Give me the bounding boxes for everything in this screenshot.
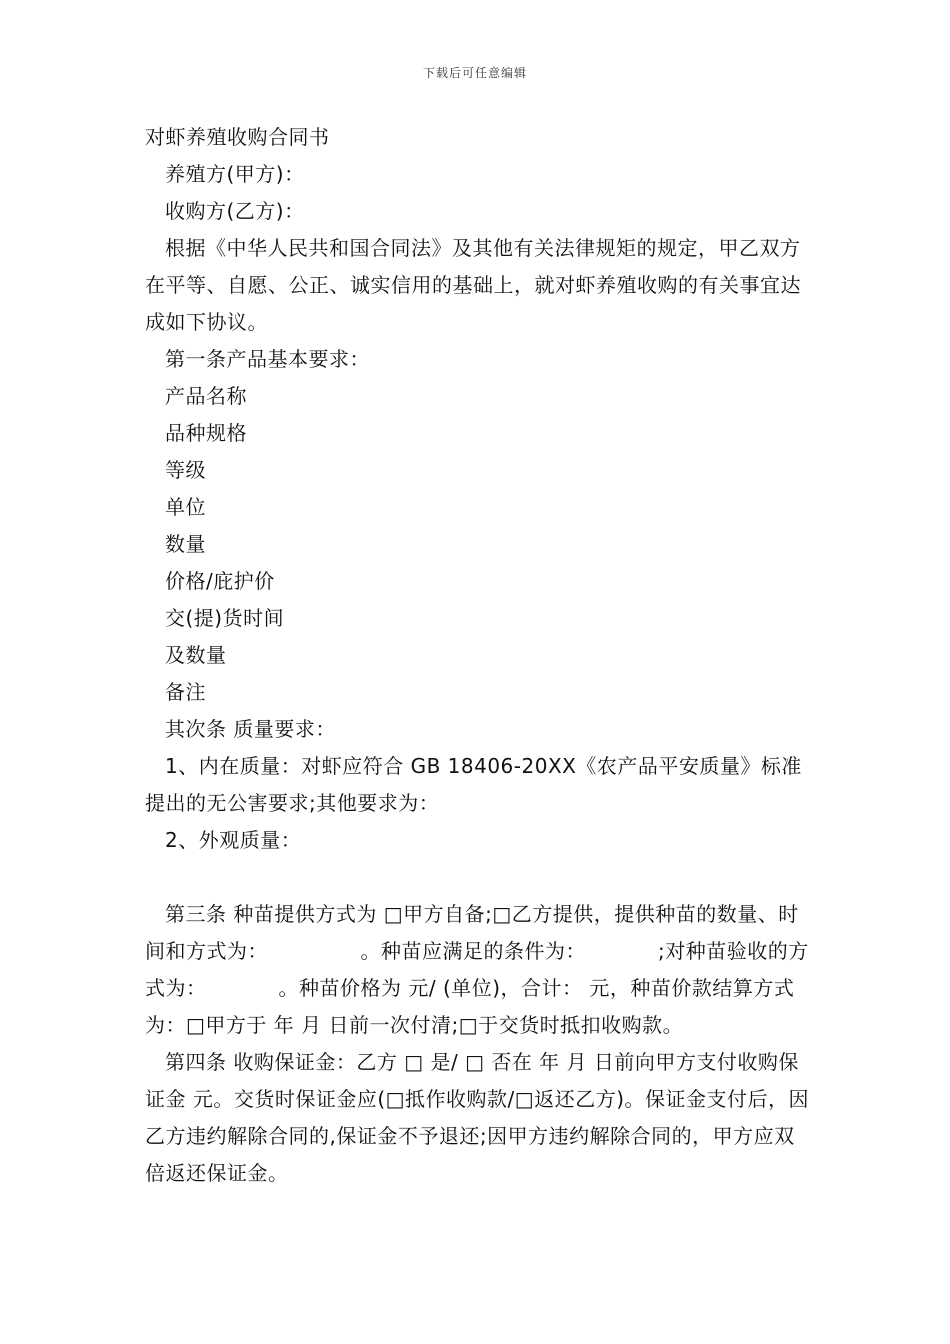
document-body xyxy=(145,119,813,1192)
party-b-line: 收购方(乙方)： xyxy=(165,199,305,223)
article4-paragraph: 第四条 收购保证金：乙方 □ 是/ □ 否在 年 月 日前向甲方支付收购保证金 元。交货时保证金应(□抵作收购款/□返还乙方)。保证金支付后，因乙方违约解除合同的,保证金不予退还;因甲方违约解除合同的，甲方应双倍返还保证金。 xyxy=(145,1050,809,1185)
document-title: 对虾养殖收购合同书 xyxy=(145,125,330,149)
blank-line xyxy=(145,859,813,896)
article2-title: 其次条 质量要求： xyxy=(165,717,336,741)
article1-item: 交(提)货时间 xyxy=(165,606,285,630)
party-a-line: 养殖方(甲方)： xyxy=(165,162,305,186)
article1-item: 等级 xyxy=(165,458,206,482)
article1-item: 及数量 xyxy=(165,643,227,667)
article1-title: 第一条产品基本要求： xyxy=(165,347,370,371)
article1-item: 产品名称 xyxy=(165,384,247,408)
page-header-note: 下载后可任意编辑 xyxy=(422,66,527,80)
article2-item1: 1、内在质量：对虾应符合 GB 18406-20XX《农产品平安质量》标准提出的无公害要求;其他要求为： xyxy=(145,754,802,815)
article1-item: 数量 xyxy=(165,532,206,556)
article1-item: 备注 xyxy=(165,680,206,704)
article1-item: 品种规格 xyxy=(165,421,247,445)
article2-item2: 2、外观质量： xyxy=(165,828,302,852)
article3-paragraph: 第三条 种苗提供方式为 □甲方自备;□乙方提供，提供种苗的数量、时间和方式为： 。种苗应满足的条件为： ;对种苗验收的方式为： 。种苗价格为 元/ (单位)，合计： 元，种苗价款结算方式为：□甲方于 年 月 日前一次付清;□于交货时抵扣收购款。 xyxy=(145,902,809,1037)
article1-item: 价格/庇护价 xyxy=(165,569,275,593)
article1-item: 单位 xyxy=(165,495,206,519)
intro-paragraph: 根据《中华人民共和国合同法》及其他有关法律规矩的规定，甲乙双方在平等、自愿、公正、诚实信用的基础上，就对虾养殖收购的有关事宜达成如下协议。 xyxy=(145,236,801,334)
